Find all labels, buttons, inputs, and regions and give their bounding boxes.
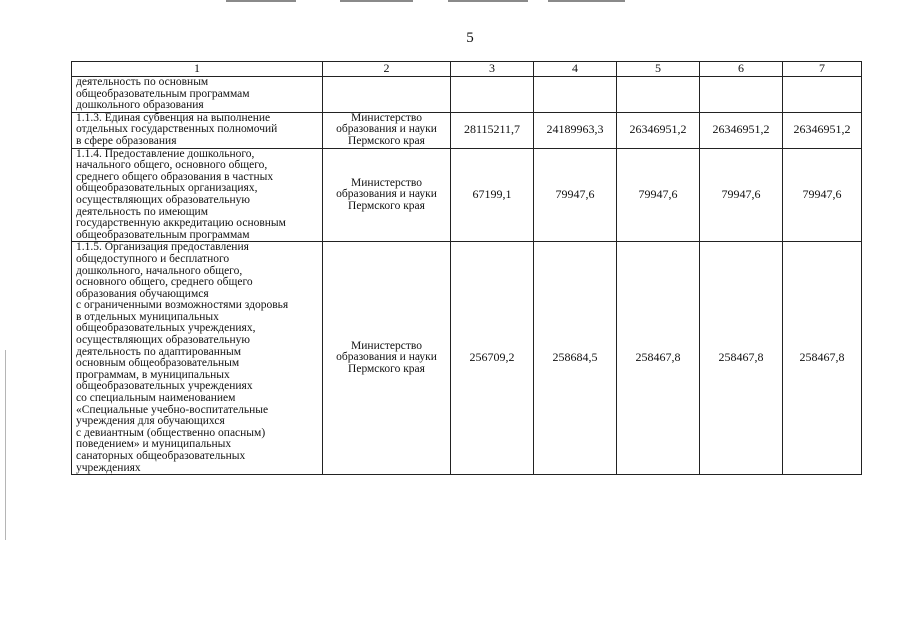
table-row <box>72 77 862 113</box>
executor-line: Пермского края <box>348 363 425 376</box>
description-line: дошкольного образования <box>76 99 204 112</box>
executor-line: Пермского края <box>348 134 425 147</box>
executor-line: образования и науки <box>336 188 437 201</box>
description-line: осуществляющих образовательную <box>76 193 251 206</box>
executor-cell <box>323 242 451 475</box>
column-header: 6 <box>700 62 783 77</box>
amount-cell: 256709,2 <box>451 242 534 475</box>
description-line: среднего общего образования в частных <box>76 170 274 183</box>
scan-edge-artifact <box>5 350 6 540</box>
executor-line: образования и науки <box>336 123 437 136</box>
measure-description-cell <box>72 242 323 475</box>
amount-cell: 258684,5 <box>534 242 617 475</box>
amount-cell: 26346951,2 <box>700 112 783 148</box>
executor-line: образования и науки <box>336 351 437 364</box>
amount-cell: 79947,6 <box>700 148 783 242</box>
amount-cell: 79947,6 <box>534 148 617 242</box>
column-header: 5 <box>617 62 700 77</box>
executor-cell <box>323 148 451 242</box>
measure-description-cell <box>72 148 323 242</box>
description-line: общеобразовательным программам <box>76 228 250 241</box>
table-row <box>72 242 862 475</box>
description-line: осуществляющих образовательную <box>76 334 251 347</box>
description-line: санаторных общеобразовательных <box>76 450 246 462</box>
description-line: начального общего, основного общего, <box>76 159 268 172</box>
amount-cell <box>451 77 534 113</box>
description-line: 1.1.5. Организация предоставления <box>76 241 249 254</box>
description-line: общеобразовательных учреждениях, <box>76 322 256 335</box>
description-line: отдельных государственных полномочий <box>76 123 278 136</box>
executor-line: Министерство <box>351 339 422 352</box>
amount-cell: 79947,6 <box>617 148 700 242</box>
description-line: общеобразовательным программам <box>76 87 250 100</box>
description-line: 1.1.4. Предоставление дошкольного, <box>76 147 255 160</box>
budget-table <box>71 61 862 475</box>
description-line: образования обучающимся <box>76 287 209 300</box>
description-line: общеобразовательных организациях, <box>76 182 258 195</box>
description-line: программам, в муниципальных <box>76 368 230 381</box>
measure-description-cell <box>72 77 323 113</box>
description-line: «Специальные учебно-воспитательные <box>76 403 269 416</box>
description-line: с ограниченными возможностями здоровья <box>76 299 289 312</box>
column-number-row <box>72 62 862 77</box>
column-header: 4 <box>534 62 617 77</box>
column-header: 1 <box>72 62 323 77</box>
amount-cell: 24189963,3 <box>534 112 617 148</box>
column-header: 7 <box>783 62 862 77</box>
table-row <box>72 148 862 242</box>
amount-cell: 258467,8 <box>783 242 862 475</box>
page-number: 5 <box>466 30 474 46</box>
amount-cell: 67199,1 <box>451 148 534 242</box>
description-line: учреждения для обучающихся <box>76 415 225 428</box>
description-line: основным общеобразовательным <box>76 357 240 370</box>
amount-cell <box>534 77 617 113</box>
description-line: государственную аккредитацию основным <box>76 217 286 230</box>
amount-cell: 26346951,2 <box>617 112 700 148</box>
scan-artifact <box>548 0 625 2</box>
description-line: со специальным наименованием <box>76 392 236 405</box>
amount-cell <box>617 77 700 113</box>
description-line: деятельность по основным <box>76 76 209 88</box>
description-line: общедоступного и бесплатного <box>76 252 230 265</box>
description-line: в отдельных муниципальных <box>76 310 219 323</box>
scan-artifact <box>448 0 528 2</box>
description-line: поведением» и муниципальных <box>76 438 232 451</box>
amount-cell: 258467,8 <box>617 242 700 475</box>
measure-description-cell <box>72 112 323 148</box>
executor-line: Пермского края <box>348 199 425 212</box>
executor-cell <box>323 112 451 148</box>
executor-cell <box>323 77 451 113</box>
amount-cell <box>700 77 783 113</box>
description-line: 1.1.3. Единая субвенция на выполнение <box>76 111 271 124</box>
amount-cell: 79947,6 <box>783 148 862 242</box>
executor-line: Министерство <box>351 176 422 189</box>
scan-artifact <box>340 0 413 2</box>
amount-cell <box>783 77 862 113</box>
description-line: общеобразовательных учреждениях <box>76 380 253 393</box>
description-line: деятельность по имеющим <box>76 205 208 218</box>
description-line: в сфере образования <box>76 134 177 147</box>
executor-line: Министерство <box>351 111 422 124</box>
description-line: деятельность по адаптированным <box>76 345 242 358</box>
table-row <box>72 112 862 148</box>
column-header: 2 <box>323 62 451 77</box>
description-line: учреждениях <box>76 461 141 474</box>
description-line: основного общего, среднего общего <box>76 276 253 289</box>
description-line: дошкольного, начального общего, <box>76 264 243 277</box>
amount-cell: 26346951,2 <box>783 112 862 148</box>
description-line: с девиантным (общественно опасным) <box>76 426 266 439</box>
amount-cell: 258467,8 <box>700 242 783 475</box>
amount-cell: 28115211,7 <box>451 112 534 148</box>
column-header: 3 <box>451 62 534 77</box>
scan-artifact <box>226 0 296 2</box>
